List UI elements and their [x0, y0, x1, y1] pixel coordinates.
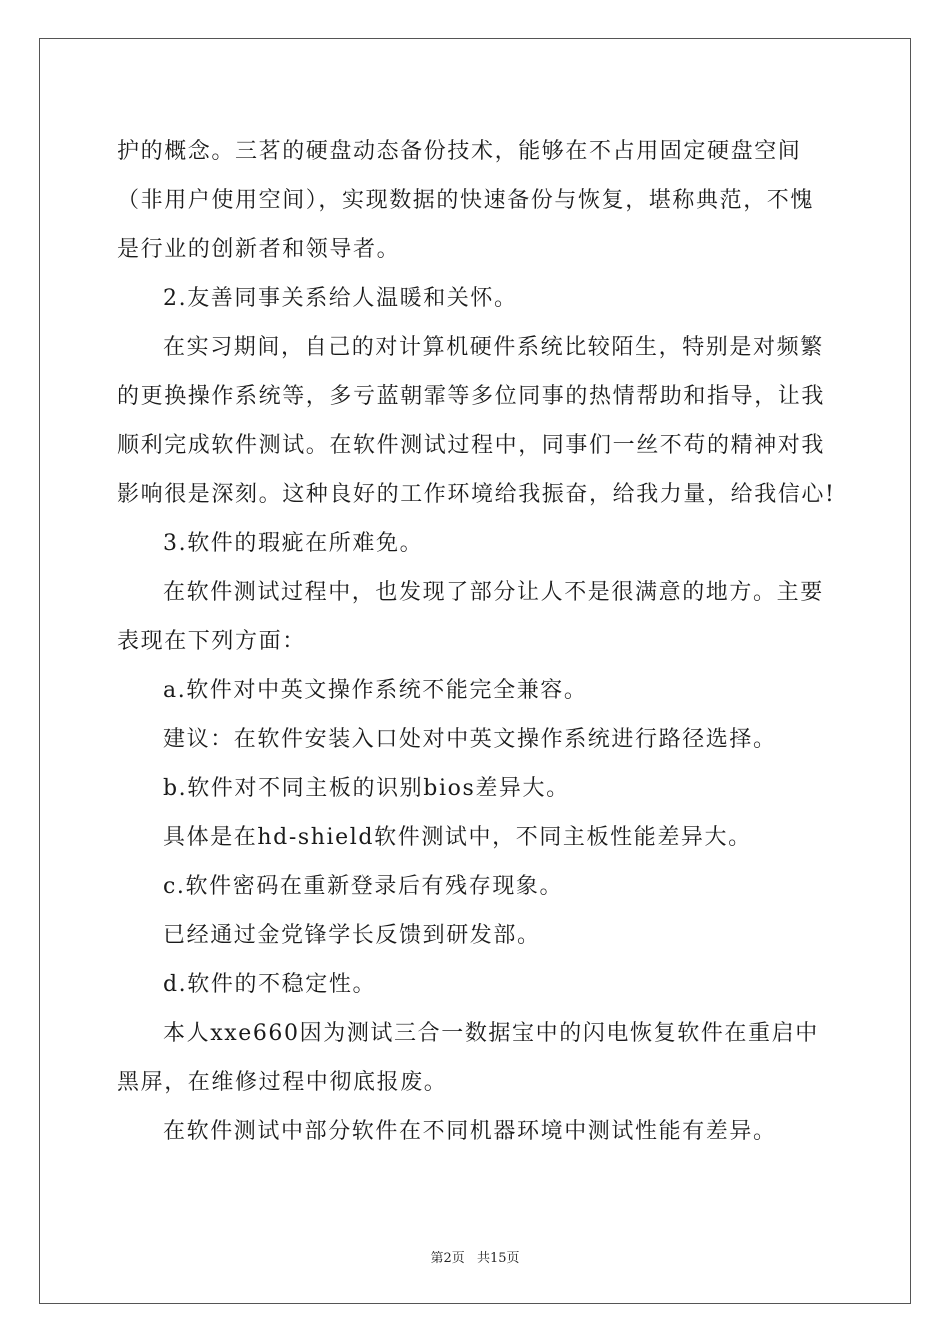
paragraph [117, 323, 835, 519]
text-line: 在软件测试过程中，也发现了部分让人不是很满意的地方。主要 [163, 580, 824, 605]
text-line: 护的概念。三茗的硬盘动态备份技术，能够在不占用固定硬盘空间 [117, 139, 802, 164]
text-line: 建议：在软件安装入口处对中英文操作系统进行路径选择。 [163, 727, 777, 752]
text-line: a.软件对中英文操作系统不能完全兼容。 [163, 678, 588, 703]
text-line: b.软件对不同主板的识别bios差异大。 [163, 776, 570, 801]
text-line: 2.友善同事关系给人温暖和关怀。 [163, 286, 518, 311]
text-line: 是行业的创新者和领导者。 [117, 237, 401, 262]
page-number: 第2页 [430, 1251, 465, 1266]
paragraph [117, 127, 835, 274]
text-line: 在实习期间，自己的对计算机硬件系统比较陌生，特别是对频繁 [163, 335, 824, 360]
text-line: 3.软件的瑕疵在所难免。 [163, 531, 424, 556]
text-line: c.软件密码在重新登录后有残存现象。 [163, 874, 564, 899]
paragraph [117, 960, 835, 1009]
text-line: 黑屏，在维修过程中彻底报废。 [117, 1070, 448, 1095]
paragraph [117, 715, 835, 764]
text-line: 影响很是深刻。这种良好的工作环境给我振奋，给我力量，给我信心! [117, 482, 836, 507]
paragraph [117, 1107, 835, 1156]
paragraph [117, 666, 835, 715]
text-line: d.软件的不稳定性。 [163, 972, 377, 997]
text-line: 具体是在hd-shield软件测试中，不同主板性能差异大。 [163, 825, 752, 850]
paragraph [117, 519, 835, 568]
paragraph [117, 568, 835, 666]
text-line: 表现在下列方面： [117, 629, 306, 654]
paragraph [117, 862, 835, 911]
page-total: 共15页 [476, 1251, 520, 1266]
page-footer [0, 1247, 950, 1266]
document-body [117, 127, 835, 1156]
text-line: 已经通过金党锋学长反馈到研发部。 [163, 923, 541, 948]
paragraph [117, 911, 835, 960]
paragraph [117, 813, 835, 862]
paragraph [117, 274, 835, 323]
text-line: （非用户使用空间），实现数据的快速备份与恢复，堪称典范，不愧 [117, 188, 815, 213]
paragraph [117, 764, 835, 813]
text-line: 的更换操作系统等，多亏蓝朝霏等多位同事的热情帮助和指导，让我 [117, 384, 826, 409]
text-line: 本人xxe660因为测试三合一数据宝中的闪电恢复软件在重启中 [163, 1021, 819, 1046]
paragraph [117, 1009, 835, 1107]
text-line: 顺利完成软件测试。在软件测试过程中，同事们一丝不苟的精神对我 [117, 433, 826, 458]
text-line: 在软件测试中部分软件在不同机器环境中测试性能有差异。 [163, 1119, 777, 1144]
